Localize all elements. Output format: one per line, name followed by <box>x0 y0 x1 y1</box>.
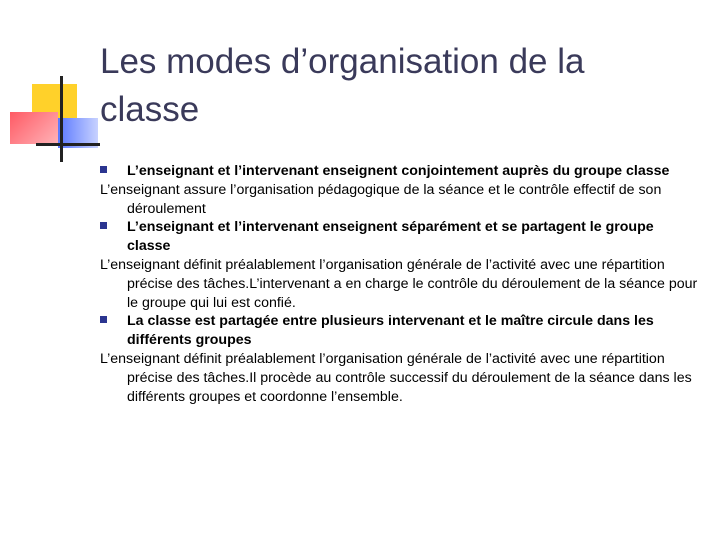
bullet-item <box>100 218 700 256</box>
bullet-text: La classe est partagée entre plusieurs intervenant et le maître circule dans les différents groupes <box>127 313 654 349</box>
bullet-item <box>100 162 700 181</box>
bullet-text: L’enseignant et l’intervenant enseignent séparément et se partagent le groupe classe <box>127 219 654 255</box>
ornament-red-rectangle <box>10 112 58 144</box>
body-paragraph: L’enseignant définit préalablement l’organisation générale de l’activité avec une répartition précise des tâches.Il procède au contrôle successif du déroulement de la séance dans les différents groupes et coordonne l’ensemble. <box>100 350 692 405</box>
body-paragraph: L’enseignant définit préalablement l’organisation générale de l’activité avec une répartition précise des tâches.L’intervenant a en charge le contrôle du déroulement de la séance pour le groupe qui lui est confié. <box>100 256 698 311</box>
square-bullet-icon <box>100 222 107 229</box>
slide-ornament <box>0 0 100 170</box>
body-paragraph: L’enseignant assure l’organisation pédagogique de la séance et le contrôle effectif de son déroulement <box>100 181 662 217</box>
slide-title: Les modes d’organisation de la classe <box>100 42 585 129</box>
ornament-horizontal-line <box>36 143 100 146</box>
slide-content <box>100 162 700 406</box>
bullet-item <box>100 312 700 350</box>
ornament-vertical-line <box>60 76 63 162</box>
bullet-text: L’enseignant et l’intervenant enseignent conjointement auprès du groupe classe <box>127 163 670 179</box>
square-bullet-icon <box>100 166 107 173</box>
square-bullet-icon <box>100 316 107 323</box>
